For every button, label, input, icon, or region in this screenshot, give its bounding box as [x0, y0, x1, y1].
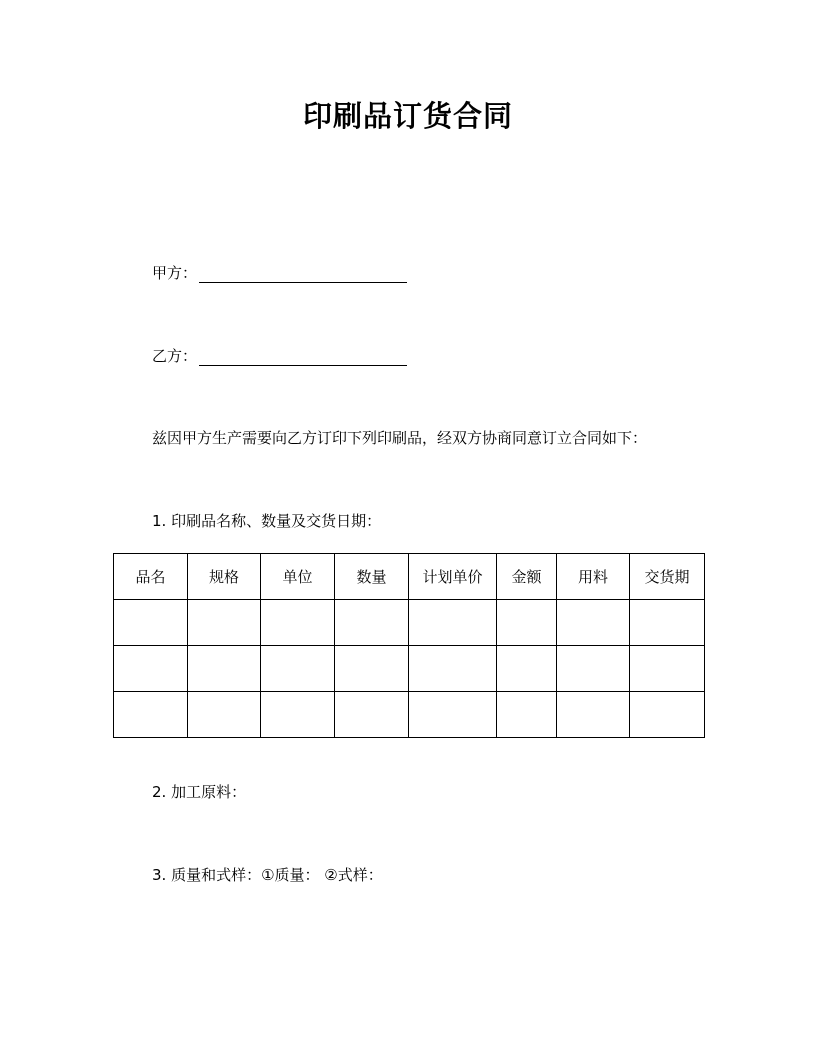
table-cell[interactable] — [409, 692, 497, 738]
table-cell[interactable] — [261, 692, 335, 738]
header-specification: 规格 — [188, 554, 261, 600]
table-cell[interactable] — [409, 600, 497, 646]
section-2-heading: 2. 加工原料： — [152, 783, 247, 801]
header-delivery-date: 交货期 — [630, 554, 705, 600]
header-quantity: 数量 — [335, 554, 409, 600]
intro-paragraph: 兹因甲方生产需要向乙方订印下列印刷品，经双方协商同意订立合同如下： — [152, 429, 648, 447]
party-a-line — [152, 263, 407, 283]
table-row — [114, 692, 705, 738]
table-cell[interactable] — [557, 646, 630, 692]
party-a-label: 甲方： — [152, 264, 198, 282]
header-planned-unit-price: 计划单价 — [409, 554, 497, 600]
party-b-line — [152, 346, 407, 366]
table-cell[interactable] — [409, 646, 497, 692]
table-cell[interactable] — [114, 646, 188, 692]
party-b-blank[interactable] — [199, 351, 407, 366]
table-row — [114, 600, 705, 646]
table-cell[interactable] — [114, 600, 188, 646]
table-cell[interactable] — [114, 692, 188, 738]
table-cell[interactable] — [261, 646, 335, 692]
table-cell[interactable] — [335, 646, 409, 692]
section-3-heading: 3. 质量和式样：①质量： ②式样： — [152, 866, 383, 884]
table-cell[interactable] — [497, 692, 557, 738]
table-cell[interactable] — [335, 692, 409, 738]
table-cell[interactable] — [497, 600, 557, 646]
table-cell[interactable] — [557, 600, 630, 646]
party-a-blank[interactable] — [199, 268, 407, 283]
header-unit: 单位 — [261, 554, 335, 600]
header-amount: 金额 — [497, 554, 557, 600]
table-cell[interactable] — [335, 600, 409, 646]
table-cell[interactable] — [261, 600, 335, 646]
table-cell[interactable] — [188, 692, 261, 738]
header-material: 用料 — [557, 554, 630, 600]
table-cell[interactable] — [188, 600, 261, 646]
table-cell[interactable] — [497, 646, 557, 692]
section-1-heading: 1. 印刷品名称、数量及交货日期： — [152, 512, 382, 530]
table-cell[interactable] — [630, 692, 705, 738]
header-product-name: 品名 — [114, 554, 188, 600]
table-row — [114, 646, 705, 692]
table-cell[interactable] — [557, 692, 630, 738]
table-cell[interactable] — [630, 646, 705, 692]
table-cell[interactable] — [188, 646, 261, 692]
party-b-label: 乙方： — [152, 347, 198, 365]
order-table — [113, 553, 705, 738]
table-cell[interactable] — [630, 600, 705, 646]
table-header-row — [114, 554, 705, 600]
document-title: 印刷品订货合同 — [302, 99, 513, 133]
